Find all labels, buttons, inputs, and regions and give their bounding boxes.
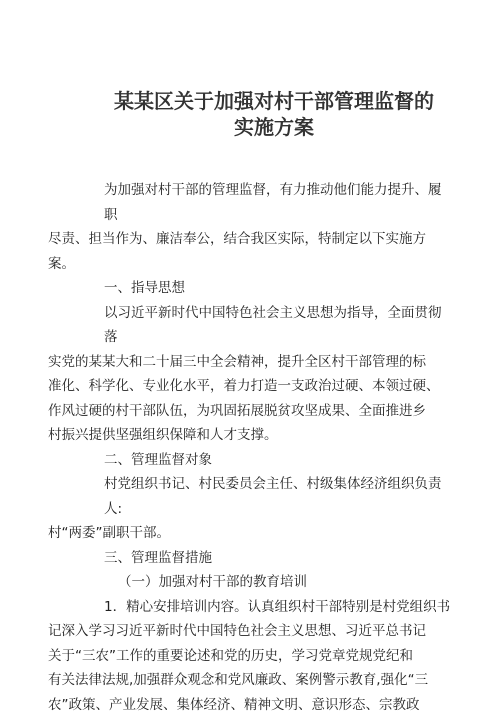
section-guiding-ideology-paragraph	[78, 301, 452, 448]
text-line: 以习近平新时代中国特色社会主义思想为指导，全面贯彻落	[78, 301, 452, 350]
intro-paragraph	[78, 178, 452, 276]
text-line: 准化、科学化、专业化水平，着力打造一支政治过硬、本领过硬、	[48, 374, 452, 399]
section-supervision-targets-paragraph	[78, 472, 452, 546]
item-training-content-paragraph	[78, 595, 452, 717]
document-title	[48, 88, 500, 140]
text-line: 关于“三农”工作的重要论述和党的历史，学习党章党规党纪和	[48, 644, 452, 669]
section-heading-supervision-measures: 三、管理监督措施	[78, 546, 452, 571]
text-line: 村振兴提供坚强组织保障和人才支撑。	[48, 423, 452, 448]
text-line: 村党组织书记、村民委员会主任、村级集体经济组织负责人:	[78, 472, 452, 521]
section-heading-supervision-targets: 二、管理监督对象	[78, 448, 452, 473]
text-line: 作风过硬的村干部队伍，为巩固拓展脱贫攻坚成果、全面推进乡	[48, 399, 452, 424]
text-line: 尽责、担当作为、廉洁奉公，结合我区实际，特制定以下实施方	[48, 227, 452, 252]
text-line: 1．精心安排培训内容。认真组织村干部特别是村党组织书	[78, 595, 452, 620]
section-heading-guiding-ideology: 一、指导思想	[78, 276, 452, 301]
text-line: 农”政策、产业发展、集体经济、精神文明、意识形态、宗教政	[48, 693, 452, 717]
title-line-1: 某某区关于加强对村干部管理监督的	[48, 88, 500, 114]
text-line: 有关法律法规,加强群众观念和党风廉政、案例警示教育,强化“三	[48, 668, 452, 693]
title-line-2: 实施方案	[48, 114, 500, 140]
document-body	[78, 178, 452, 717]
text-line: 实党的某某大和二十届三中全会精神，提升全区村干部管理的标	[48, 350, 452, 375]
text-line: 案。	[48, 252, 452, 277]
subsection-heading-training: （一）加强对村干部的教育培训	[78, 570, 452, 595]
text-line: 村“两委”副职干部。	[48, 521, 452, 546]
text-line: 记深入学习习近平新时代中国特色社会主义思想、习近平总书记	[48, 619, 452, 644]
text-line: 为加强对村干部的管理监督，有力推动他们能力提升、履职	[78, 178, 452, 227]
